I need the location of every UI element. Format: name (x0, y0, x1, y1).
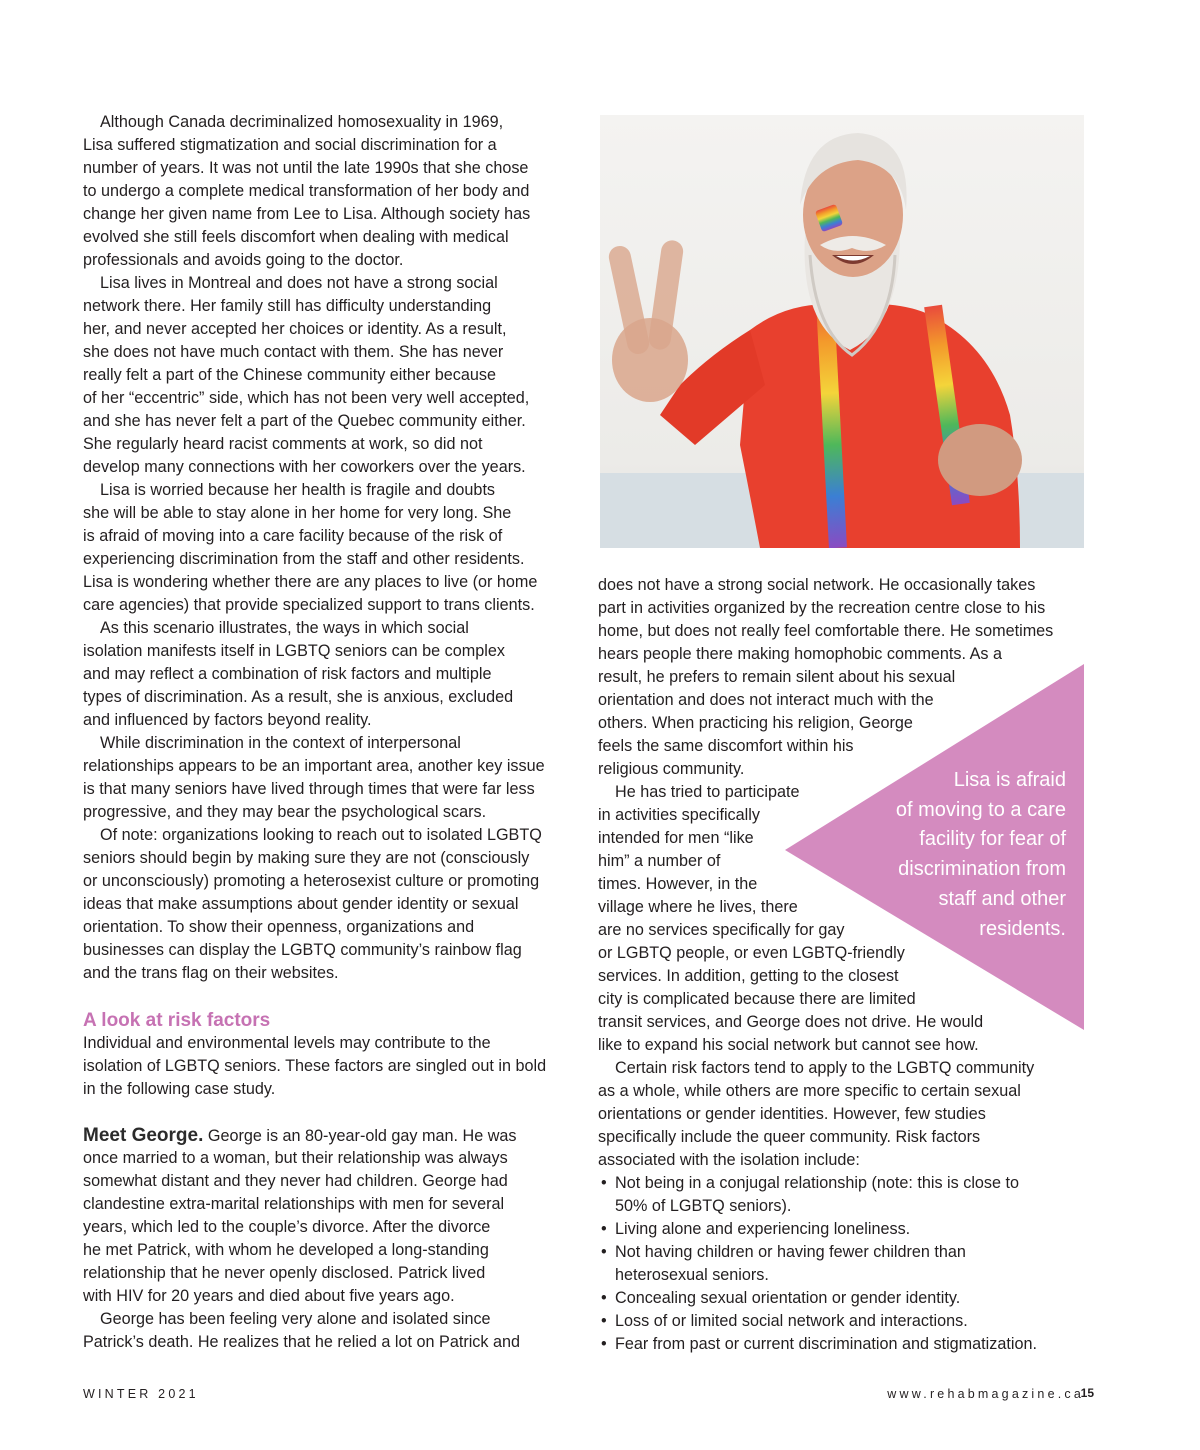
section-heading: A look at risk factors (83, 1010, 271, 1031)
text-line: village where he lives, there (598, 898, 798, 916)
text-line: number of years. It was not until the late 1990s that she chose (83, 159, 529, 177)
text-line: like to expand his social network but cannot see how. (598, 1036, 979, 1054)
text-line: and she has never felt a part of the Quebec community either. (83, 412, 526, 430)
bullet-icon: • (601, 1289, 607, 1307)
text-line: of her “eccentric” side, which has not been very well accepted, (83, 389, 530, 407)
pull-quote-text (826, 766, 1066, 944)
text-line: As this scenario illustrates, the ways in which social (100, 619, 469, 637)
text-line: really felt a part of the Chinese community either because (83, 366, 496, 384)
risk-factor-bullet (598, 1310, 1083, 1333)
text-line: He has tried to participate (615, 783, 800, 801)
text-line: home, but does not really feel comfortable there. He sometimes (598, 622, 1054, 640)
text-line: she does not have much contact with them. She has never (83, 343, 504, 361)
risk-factor-bullet (598, 1172, 1083, 1218)
text-line: city is complicated because there are limited (598, 990, 916, 1008)
text-line: part in activities organized by the recreation centre close to his (598, 599, 1046, 617)
meet-george-intro: George is an 80-year-old gay man. He was (203, 1127, 517, 1145)
text-line: or LGBTQ people, or even LGBTQ-friendly (598, 944, 905, 962)
text-line: relationships appears to be an important area, another key issue (83, 757, 545, 775)
text-line: feels the same discomfort within his (598, 737, 854, 755)
text-line: in the following case study. (83, 1080, 276, 1098)
text-line: others. When practicing his religion, George (598, 714, 913, 732)
senior-man-photo-illustration (600, 115, 1084, 548)
footer-website-link[interactable]: www.rehabmagazine.ca (887, 1387, 1084, 1401)
text-line: is afraid of moving into a care facility because of the risk of (83, 527, 503, 545)
text-line: are no services specifically for gay (598, 921, 845, 939)
spacer (83, 985, 567, 1008)
text-line: change her given name from Lee to Lisa. Although society has (83, 205, 531, 223)
text-line: or unconsciously) promoting a heterosexist culture or promoting (83, 872, 540, 890)
article-photo (600, 115, 1084, 548)
left-column (83, 111, 567, 1354)
text-line: he met Patrick, with whom he developed a long-standing (83, 1241, 489, 1259)
text-line: Patrick’s death. He realizes that he relied a lot on Patrick and (83, 1333, 520, 1351)
bullet-icon: • (601, 1312, 607, 1330)
text-line: intended for men “like (598, 829, 754, 847)
text-line: Of note: organizations looking to reach out to isolated LGBTQ (100, 826, 542, 844)
text-line: specifically include the queer community. Risk factors (598, 1128, 981, 1146)
bullet-text: Fear from past or current discrimination and stigmatization. (615, 1335, 1037, 1353)
text-line: Lisa suffered stigmatization and social discrimination for a (83, 136, 497, 154)
bullet-icon: • (601, 1174, 607, 1192)
text-line: George has been feeling very alone and isolated since (100, 1310, 491, 1328)
text-line: isolation manifests itself in LGBTQ seniors can be complex (83, 642, 505, 660)
bullet-text: Loss of or limited social network and interactions. (615, 1312, 968, 1330)
text-line: progressive, and they may bear the psychological scars. (83, 803, 487, 821)
page-number: 15 (1080, 1386, 1094, 1400)
risk-factor-bullet (598, 1333, 1083, 1356)
bullet-icon: • (601, 1335, 607, 1353)
risk-factor-bullet (598, 1241, 1083, 1287)
text-line: While discrimination in the context of interpersonal (100, 734, 461, 752)
text-line: times. However, in the (598, 875, 758, 893)
text-line: she will be able to stay alone in her home for very long. She (83, 504, 512, 522)
meet-george-line (83, 1124, 567, 1147)
footer-issue-date: WINTER 2021 (83, 1387, 199, 1401)
text-line: years, which led to the couple’s divorce. After the divorce (83, 1218, 491, 1236)
text-line: and influenced by factors beyond reality. (83, 711, 372, 729)
text-line: associated with the isolation include: (598, 1151, 860, 1169)
pull-quote-line: facility for fear of (919, 828, 1066, 851)
text-line: result, he prefers to remain silent about his sexual (598, 668, 956, 686)
text-line: Lisa lives in Montreal and does not have a strong social (100, 274, 498, 292)
text-line: clandestine extra-marital relationships with men for several (83, 1195, 505, 1213)
text-line: in activities specifically (598, 806, 760, 824)
text-line: businesses can display the LGBTQ community’s rainbow flag (83, 941, 522, 959)
text-line: religious community. (598, 760, 745, 778)
text-line: orientation and does not interact much with the (598, 691, 934, 709)
text-line: once married to a woman, but their relationship was always (83, 1149, 508, 1167)
text-line: her, and never accepted her choices or identity. As a result, (83, 320, 507, 338)
text-line: as a whole, while others are more specific to certain sexual (598, 1082, 1021, 1100)
bullet-icon: • (601, 1220, 607, 1238)
bullet-text: Not being in a conjugal relationship (note: this is close to (615, 1174, 1020, 1192)
text-line: and may reflect a combination of risk factors and multiple (83, 665, 492, 683)
bullet-text: Living alone and experiencing loneliness. (615, 1220, 911, 1238)
bullet-text: Not having children or having fewer children than (615, 1243, 966, 1261)
bullet-text: Concealing sexual orientation or gender identity. (615, 1289, 961, 1307)
text-line: does not have a strong social network. He occasionally takes (598, 576, 1036, 594)
pull-quote-line: residents. (979, 917, 1066, 940)
text-line: types of discrimination. As a result, she is anxious, excluded (83, 688, 514, 706)
text-line: somewhat distant and they never had children. George had (83, 1172, 508, 1190)
text-line: evolved she still feels discomfort when dealing with medical (83, 228, 509, 246)
text-line: Although Canada decriminalized homosexuality in 1969, (100, 113, 504, 131)
text-line: She regularly heard racist comments at work, so did not (83, 435, 483, 453)
bullet-text: 50% of LGBTQ seniors). (615, 1197, 792, 1215)
text-line: ideas that make assumptions about gender identity or sexual (83, 895, 519, 913)
pull-quote-line: Lisa is afraid (953, 769, 1066, 791)
text-line: him” a number of (598, 852, 721, 870)
text-line: hears people there making homophobic comments. As a (598, 645, 1003, 663)
text-line: Lisa is worried because her health is fragile and doubts (100, 481, 496, 499)
meet-george-lead: Meet George. (83, 1125, 204, 1146)
bullet-text: heterosexual seniors. (615, 1266, 769, 1284)
text-line: develop many connections with her coworkers over the years. (83, 458, 526, 476)
text-line: Individual and environmental levels may contribute to the (83, 1034, 491, 1052)
text-line: Certain risk factors tend to apply to the LGBTQ community (615, 1059, 1035, 1077)
risk-factor-bullet (598, 1287, 1083, 1310)
pull-quote-line: discrimination from (898, 858, 1066, 881)
text-line: transit services, and George does not drive. He would (598, 1013, 984, 1031)
text-line: Lisa is wondering whether there are any places to live (or home (83, 573, 538, 591)
pull-quote-line: of moving to a care (895, 798, 1066, 821)
text-line: experiencing discrimination from the staff and other residents. (83, 550, 525, 568)
text-line: care agencies) that provide specialized support to trans clients. (83, 596, 535, 614)
text-line: relationship that he never openly disclosed. Patrick lived (83, 1264, 486, 1282)
text-line: to undergo a complete medical transformation of her body and (83, 182, 530, 200)
text-line: professionals and avoids going to the doctor. (83, 251, 404, 269)
text-line: services. In addition, getting to the closest (598, 967, 899, 985)
text-line: and the trans flag on their websites. (83, 964, 339, 982)
text-line: isolation of LGBTQ seniors. These factors are singled out in bold (83, 1057, 547, 1075)
text-line: orientation. To show their openness, organizations and (83, 918, 475, 936)
text-line: is that many seniors have lived through times that were far less (83, 780, 535, 798)
pull-quote-callout (785, 664, 1084, 1030)
text-line: network there. Her family still has difficulty understanding (83, 297, 492, 315)
text-line: with HIV for 20 years and died about five years ago. (83, 1287, 455, 1305)
pull-quote-line: staff and other (938, 887, 1066, 910)
text-line: seniors should begin by making sure they are not (consciously (83, 849, 530, 867)
risk-factor-bullet (598, 1218, 1083, 1241)
spacer (83, 1101, 567, 1124)
text-line: orientations or gender identities. However, few studies (598, 1105, 986, 1123)
bullet-icon: • (601, 1243, 607, 1261)
